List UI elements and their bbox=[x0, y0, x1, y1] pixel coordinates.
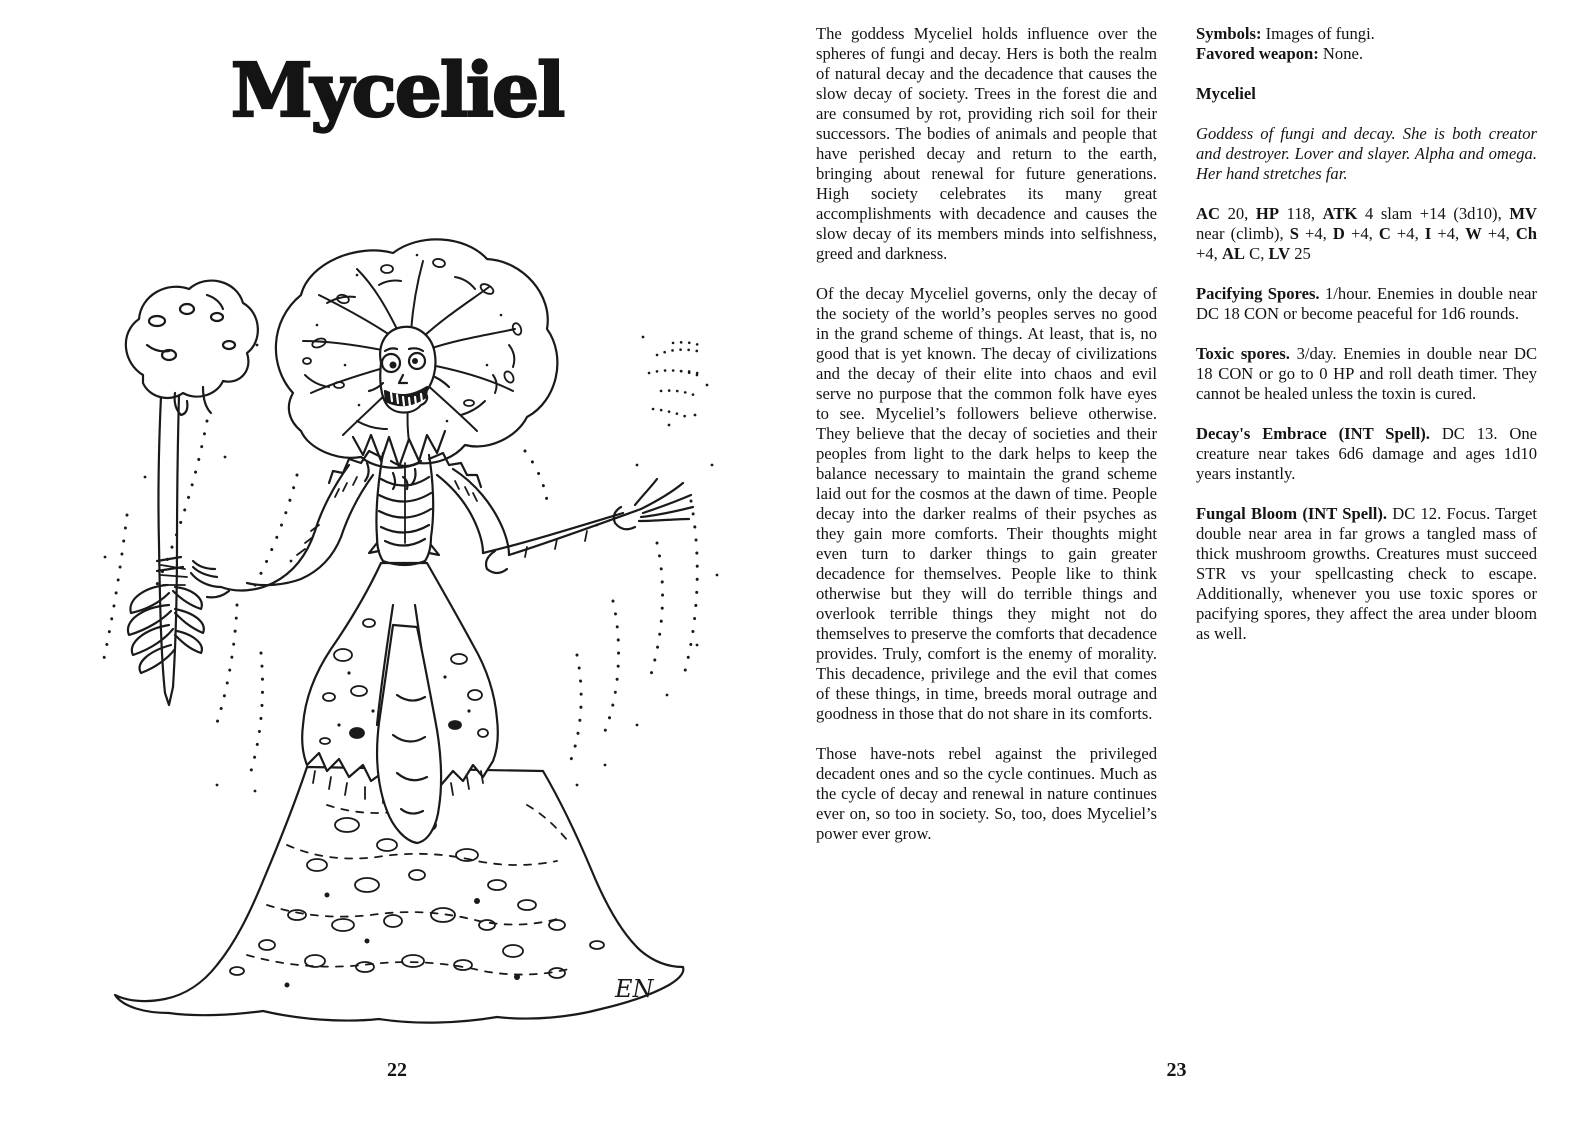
ability-decays-embrace: Decay's Embrace (INT Spell). DC 13. One creature near takes 6d6 damage and ages 1d10 years instantly. bbox=[1196, 424, 1537, 483]
right-page bbox=[794, 0, 1588, 1126]
flavor-text: Goddess of fungi and decay. She is both creator and destroyer. Lover and slayer. Alpha and omega. Her hand stretches far. bbox=[1196, 124, 1537, 183]
statblock-heading: Myceliel bbox=[1196, 84, 1256, 103]
body-text-column bbox=[816, 24, 1157, 864]
body-paragraph: Those have-nots rebel against the privileged decadent ones and so the cycle continues. Much as the cycle of decay and renewal in nature continues ever on, so too in society. So, too, does Myceliel’s power ever grow. bbox=[816, 744, 1157, 843]
ability-fungal-bloom: Fungal Bloom (INT Spell). DC 12. Focus. Target double near area in far grows a tangled mass of thick mushroom growths. Creatures must succeed STR vs your spellcasting check to escape. Additionally, whenever you use toxic spores or pacifying spores, they affect the area under bloom as well. bbox=[1196, 504, 1537, 643]
statblock-column bbox=[1196, 24, 1537, 864]
myceliel-illustration bbox=[57, 225, 737, 1025]
mushroom-goddess-drawing bbox=[57, 225, 737, 1025]
body-paragraph: The goddess Myceliel holds influence over the spheres of fungi and decay. Hers is both the realm of natural decay and the decadence that causes the slow decay of society. Trees in the forest die and are consumed by rot, providing rich soil for their successors. The bodies of animals and people that have perished decay and return to the earth, bringing about renewal for future generations. High society celebrates its many great accomplishments with decadence and causes the slow decay of its members minds into selfishness, greed and darkness. bbox=[816, 24, 1157, 263]
favored-weapon-line: Favored weapon: None. bbox=[1196, 44, 1364, 63]
text-columns bbox=[816, 24, 1537, 864]
ability-pacifying-spores: Pacifying Spores. 1/hour. Enemies in double near DC 18 CON or become peaceful for 1d6 rounds. bbox=[1196, 284, 1537, 323]
page-number-right: 23 bbox=[1166, 1059, 1187, 1081]
page-number-left: 22 bbox=[387, 1059, 407, 1081]
artist-signature: EN bbox=[615, 975, 654, 1003]
symbols-line: Symbols: Images of fungi. bbox=[1196, 24, 1375, 43]
page-title: Myceliel bbox=[230, 48, 564, 134]
stat-line: AC 20, HP 118, ATK 4 slam +14 (3d10), MV near (climb), S +4, D +4, C +4, I +4, W +4, Ch +4, AL C, LV 25 bbox=[1196, 204, 1538, 263]
body-paragraph: Of the decay Myceliel governs, only the decay of the society of the world’s peoples serves no good in the grand scheme of things. At least, that is, no good that is yet known. The decay of civilizations and the decay of their elite into chaos and evil serve no purpose that the common folk have eyes to see. Myceliel’s followers believe otherwise. They believe that the decay of societies and their peoples from light to the dark helps to keep the balance necessary to maintain the grand scheme laid out for the cosmos at the dawn of time. People decay into the darker realms of their psyches as they gain more comforts. Their thoughts might even turn to darker things to gain greater decadence for themselves. People like to think otherwise but they will do terrible things and overlook terrible things they might not do themselves to preserve the comforts that decadence provides. Truly, comfort is the enemy of morality. This decadence, privilege and the evil that comes of these things, in time, breeds moral outrage and goodness in those that do not share in its comforts. bbox=[816, 284, 1157, 723]
ability-toxic-spores: Toxic spores. 3/day. Enemies in double near DC 18 CON or go to 0 HP and roll death timer. They cannot be healed unless the toxin is cured. bbox=[1196, 344, 1538, 403]
